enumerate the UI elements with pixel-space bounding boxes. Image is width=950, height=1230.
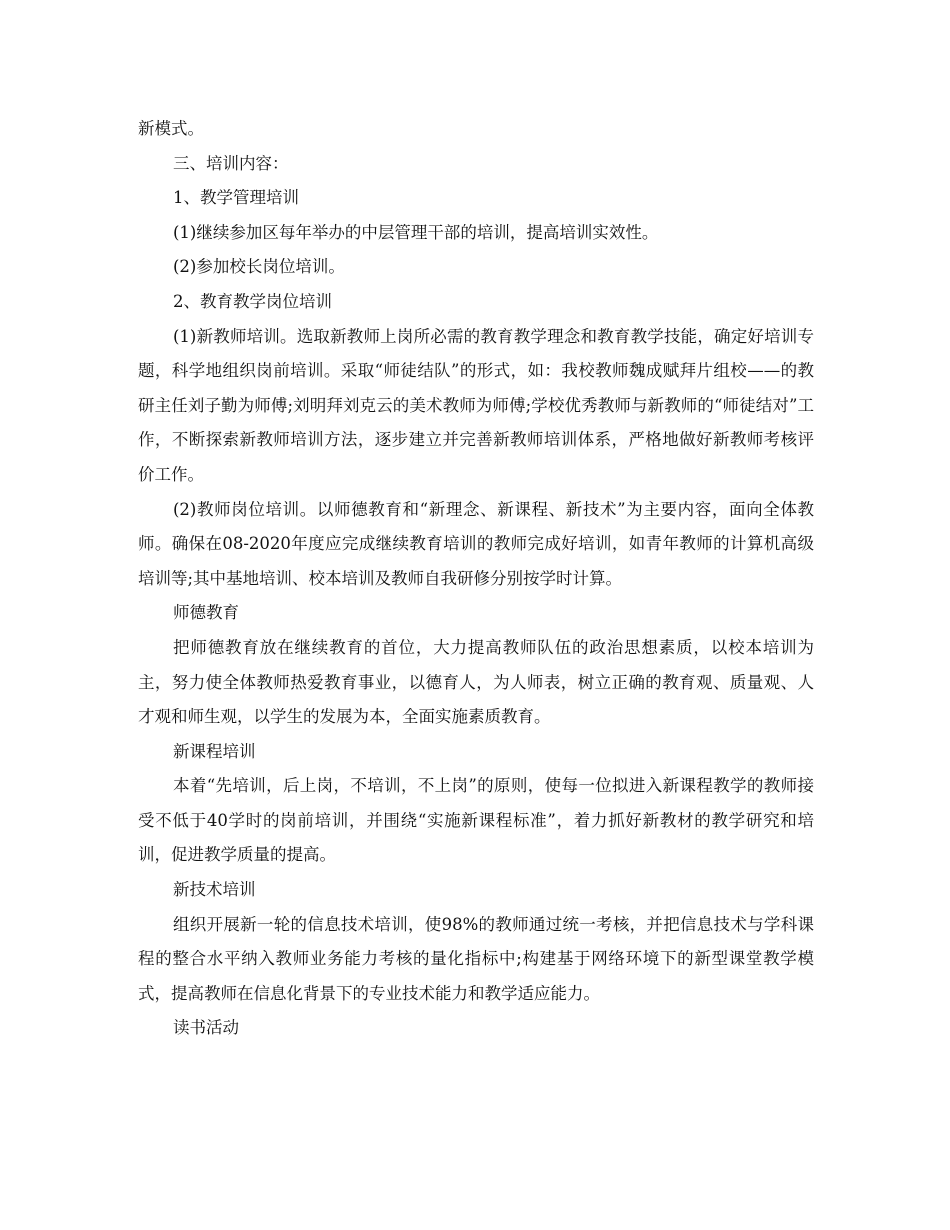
paragraph-teacher-post-training: (2)教师岗位培训。以师德教育和“新理念、新课程、新技术”为主要内容，面向全体教师。确保在08-2020年度应完成继续教育培训的教师完成好培训，如青年教师的计算机高级培训等;其中基地培训、校本培训及教师自我研修分别按学时计算。 <box>138 499 814 588</box>
paragraph-ethics-education: 把师德教育放在继续教育的首位，大力提高教师队伍的政治思想素质，以校本培训为主，努力使全体教师热爱教育事业，以德育人，为人师表，树立正确的教育观、质量观、人才观和师生观，以学生的发展为本，全面实施素质教育。 <box>138 637 814 727</box>
subheading-new-curriculum: 新课程培训 <box>173 741 256 761</box>
paragraph-new-technology: 组织开展新一轮的信息技术培训，使98%的教师通过统一考核，并把信息技术与学科课程的整合水平纳入教师业务能力考核的量化指标中;构建基于网络环境下的新型课堂教学模式，提高教师在信息化背景下的专业技术能力和教学适应能力。 <box>138 914 814 1003</box>
subheading-new-technology: 新技术培训 <box>173 880 256 900</box>
subheading-reading-activity: 读书活动 <box>173 1018 239 1038</box>
document-body <box>138 112 814 1046</box>
section-heading-training-content: 三、培训内容： <box>173 153 289 173</box>
paragraph-new-curriculum: 本着“先培训，后上岗，不培训，不上岗”的原则，使每一位拟进入新课程教学的教师接受不低于40学时的岗前培训，并围绕“实施新课程标准”，着力抓好新教材的教学研究和培训，促进教学质量的提高。 <box>138 776 814 865</box>
paragraph-continuation: 新模式。 <box>138 119 204 138</box>
paragraph-principal-training: (2)参加校长岗位培训。 <box>173 257 345 277</box>
paragraph-new-teacher-training: (1)新教师培训。选取新教师上岗所必需的教育教学理念和教育教学技能，确定好培训专题，科学地组织岗前培训。采取“师徒结队”的形式，如：我校教师魏成赋拜片组校——的教研主任刘子勤为师傅;刘明拜刘克云的美术教师为师傅;学校优秀教师与新教师的“师徒结对”工作，不断探索新教师培训方法，逐步建立并完善新教师培训体系，严格地做好新教师考核评价工作。 <box>138 326 814 484</box>
subheading-ethics-education: 师德教育 <box>173 603 239 623</box>
paragraph-cadre-training: (1)继续参加区每年举办的中层管理干部的培训，提高培训实效性。 <box>173 222 659 242</box>
subheading-management-training: 1、教学管理培训 <box>173 188 299 208</box>
subheading-teaching-post-training: 2、教育教学岗位培训 <box>173 291 332 311</box>
